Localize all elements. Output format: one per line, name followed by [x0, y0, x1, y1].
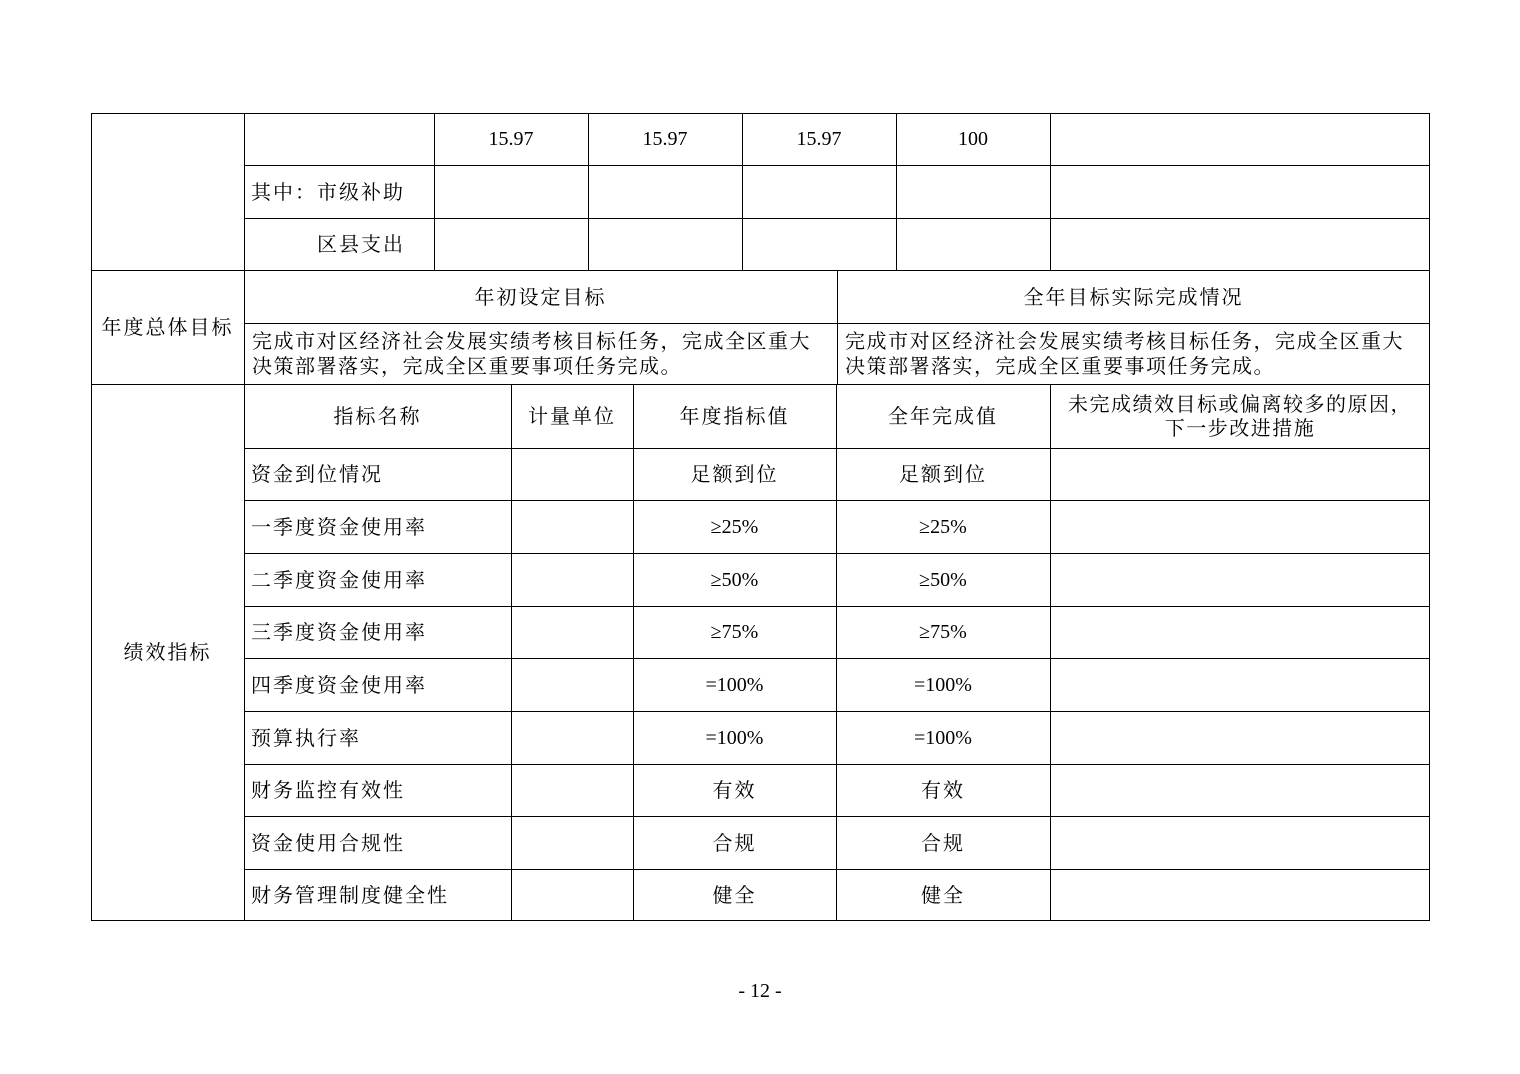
kpi-header-actual: 全年完成值	[888, 404, 998, 428]
kpi-row-name: 资金到位情况	[251, 462, 383, 486]
funding-row1-rate: 100	[958, 128, 988, 150]
kpi-row-actual: ≥50%	[919, 568, 967, 591]
kpi-row-target: 足额到位	[690, 462, 779, 486]
kpi-row-target: ≥50%	[710, 568, 759, 591]
kpi-row-target: =100%	[705, 726, 764, 749]
kpi-row-actual: ≥25%	[919, 515, 967, 538]
annual-goal-actual-header: 全年目标实际完成情况	[1023, 284, 1244, 309]
kpi-row-target: ≥25%	[710, 515, 759, 538]
kpi-header-unit: 计量单位	[528, 404, 616, 428]
kpi-row-target: 健全	[712, 882, 757, 907]
kpi-row-actual: ≥75%	[919, 621, 967, 643]
annual-goal-label: 年度总体目标	[101, 315, 234, 339]
funding-district-expense-label: 区县支出	[317, 232, 405, 256]
kpi-row-name: 预算执行率	[251, 725, 361, 750]
kpi-row-name: 财务管理制度健全性	[251, 882, 449, 907]
funding-row1-adjusted: 15.97	[642, 128, 688, 150]
kpi-row-actual: =100%	[914, 673, 972, 696]
kpi-row-target: ≥75%	[710, 621, 759, 643]
annual-goal-set-header: 年初设定目标	[474, 284, 607, 309]
kpi-row-name: 资金使用合规性	[251, 830, 405, 855]
kpi-row-name: 三季度资金使用率	[251, 620, 427, 644]
kpi-row-name: 四季度资金使用率	[251, 672, 427, 697]
kpi-row-actual: =100%	[914, 726, 972, 749]
annual-goal-set-text: 完成市对区经济社会发展实绩考核目标任务，完成全区重大决策部署落实，完成全区重要事项任务完成。	[252, 328, 811, 378]
annual-goal-actual-text: 完成市对区经济社会发展实绩考核目标任务，完成全区重大决策部署落实，完成全区重要事项任务完成。	[845, 328, 1404, 378]
funding-row1-executed: 15.97	[796, 128, 842, 150]
kpi-header-name: 指标名称	[333, 404, 422, 428]
kpi-row-target: 合规	[712, 830, 757, 855]
kpi-row-target: =100%	[705, 673, 764, 696]
kpi-row-target: 有效	[712, 778, 757, 802]
kpi-row-name: 一季度资金使用率	[251, 514, 427, 539]
funding-city-subsidy-label: 其中：市级补助	[251, 179, 405, 204]
kpi-row-actual: 足额到位	[899, 462, 987, 486]
kpi-header-reason-line2: 下一步改进措施	[1164, 416, 1316, 440]
kpi-row-actual: 合规	[921, 830, 965, 855]
kpi-header-target: 年度指标值	[679, 404, 790, 428]
kpi-header-reason	[1050, 384, 1430, 448]
kpi-row-actual: 健全	[921, 882, 965, 907]
page-number: - 12 -	[738, 980, 782, 1002]
kpi-row-actual: 有效	[921, 778, 965, 802]
kpi-label: 绩效指标	[123, 640, 212, 664]
kpi-row-name: 财务监控有效性	[251, 778, 405, 802]
kpi-row-name: 二季度资金使用率	[251, 567, 427, 592]
kpi-header-reason-line1: 未完成绩效目标或偏离较多的原因，	[1068, 392, 1412, 416]
funding-row1-budget: 15.97	[488, 128, 534, 150]
